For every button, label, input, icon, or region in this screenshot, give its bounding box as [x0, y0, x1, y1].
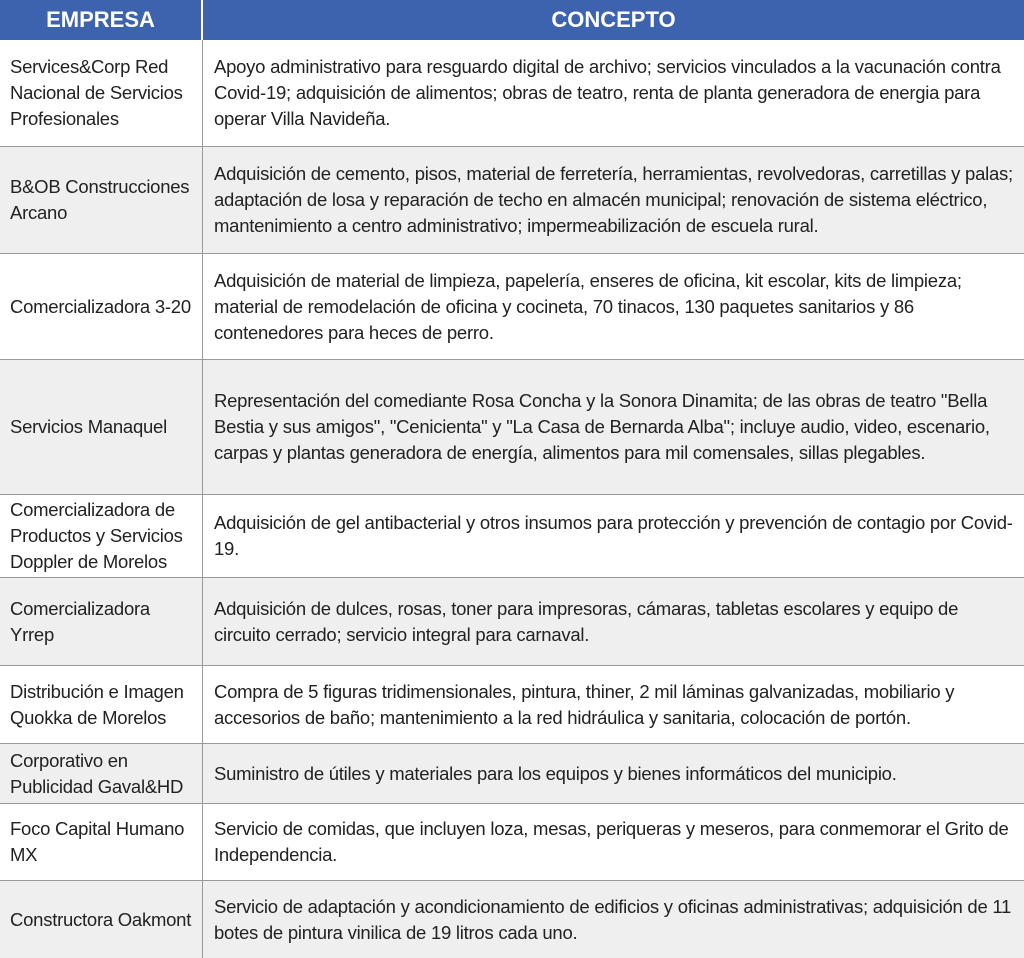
concepto-cell: [203, 147, 1024, 253]
header-empresa: EMPRESA: [0, 0, 203, 40]
empresa-text: Comercializadora de Productos y Servicios Doppler de Morelos: [10, 499, 183, 572]
empresa-cell: [0, 578, 203, 665]
empresa-text: Constructora Oakmont: [10, 908, 192, 930]
table-row: [0, 254, 1024, 360]
table-row: [0, 744, 1024, 804]
header-concepto: CONCEPTO: [551, 7, 676, 32]
empresa-text: Foco Capital Humano MX: [10, 818, 185, 865]
table-row: [0, 578, 1024, 666]
empresa-text: B&OB Construcciones Arcano: [10, 176, 190, 223]
empresa-text: Servicios Manaquel: [10, 416, 167, 437]
empresa-text: Distribución e Imagen Quokka de Morelos: [10, 680, 184, 728]
empresa-cell: [0, 804, 203, 880]
table-row: [0, 360, 1024, 495]
concepto-text: Adquisición de material de limpieza, papelería, enseres de oficina, kit escolar, kits de limpieza; material de remodelación de oficina y cocineta, 70 tinacos, 130 paquetes sanitarios y 86 contenedores para heces de perro.: [214, 269, 962, 343]
table-header: [0, 0, 1024, 40]
table-row: [0, 881, 1024, 958]
concepto-text: Adquisición de cemento, pisos, material de ferretería, herramientas, revolvedoras, carretillas y palas; adaptación de losa y reparación de techo en almacén municipal; renovación de sistema eléctrico, mantenimiento a centro administrativo; impermeabilización de escuela rural.: [214, 163, 1013, 236]
table-body: [0, 40, 1024, 958]
empresa-cell: [0, 40, 203, 146]
concepto-cell: [203, 744, 1024, 803]
concepto-cell: [203, 666, 1024, 743]
table-row: [0, 666, 1024, 744]
concepto-cell: [203, 495, 1024, 577]
empresa-text: Comercializadora 3-20: [10, 295, 191, 317]
table-row: [0, 804, 1024, 881]
concepto-text: Compra de 5 figuras tridimensionales, pintura, thiner, 2 mil láminas galvanizadas, mobiliario y accesorios de baño; mantenimiento a la red hidráulica y sanitaria, colocación de portón.: [214, 680, 955, 728]
table-row: [0, 495, 1024, 578]
empresa-cell: [0, 744, 203, 803]
concepto-cell: [203, 804, 1024, 880]
empresa-cell: [0, 254, 203, 359]
table-row: [0, 147, 1024, 254]
empresa-text: Services&Corp Red Nacional de Servicios Profesionales: [10, 56, 183, 129]
concepto-cell: [203, 360, 1024, 494]
concepto-text: Servicio de comidas, que incluyen loza, mesas, periqueras y meseros, para conmemorar el Grito de Independencia.: [214, 818, 1009, 865]
concepto-text: Adquisición de gel antibacterial y otros insumos para protección y prevención de contagio por Covid-19.: [214, 512, 1013, 559]
concepto-text: Representación del comediante Rosa Concha y la Sonora Dinamita; de las obras de teatro "Bella Bestia y sus amigos", "Cenicienta" y "La Casa de Bernarda Alba"; incluye audio, video, escenario, carpas y plantas generadora de energía, alimentos para mil comensales, sillas plegables.: [214, 390, 990, 463]
empresa-cell: [0, 360, 203, 494]
concepto-cell: [203, 881, 1024, 958]
concepto-text: Suministro de útiles y materiales para los equipos y bienes informáticos del municipio.: [214, 762, 897, 784]
empresa-text: Corporativo en Publicidad Gaval&HD: [10, 749, 184, 797]
table-row: [0, 40, 1024, 147]
empresa-text: Comercializadora Yrrep: [10, 597, 150, 645]
concepto-text: Apoyo administrativo para resguardo digital de archivo; servicios vinculados a la vacunación contra Covid-19; adquisición de alimentos; obras de teatro, renta de planta generadora de energia para operar Villa Navideña.: [214, 56, 1001, 129]
empresa-cell: [0, 495, 203, 577]
empresa-cell: [0, 881, 203, 958]
concepto-text: Adquisición de dulces, rosas, toner para impresoras, cámaras, tabletas escolares y equipo de circuito cerrado; servicio integral para carnaval.: [214, 597, 959, 645]
concepto-cell: [203, 254, 1024, 359]
empresa-cell: [0, 666, 203, 743]
empresa-cell: [0, 147, 203, 253]
concepto-text: Servicio de adaptación y acondicionamiento de edificios y oficinas administrativas; adquisición de 11 botes de pintura vinilica de 19 litros cada uno.: [214, 895, 1012, 943]
concepto-cell: [203, 578, 1024, 665]
concepto-cell: [203, 40, 1024, 146]
